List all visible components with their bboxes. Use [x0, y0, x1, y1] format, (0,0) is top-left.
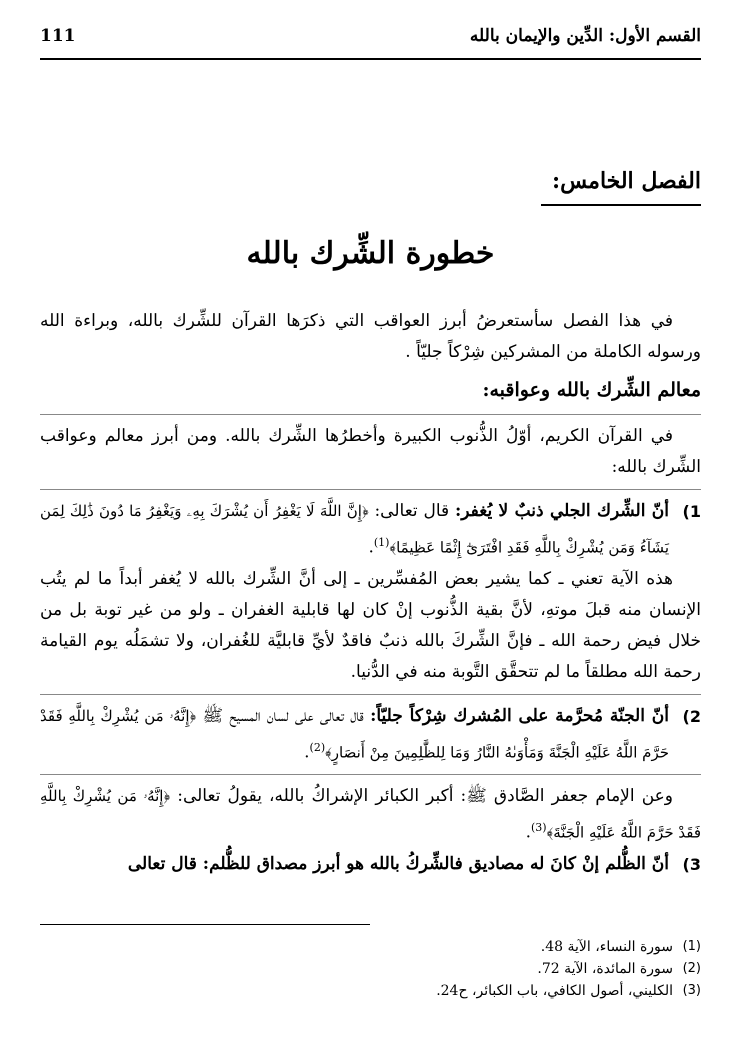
footnote-ref: (3) [531, 821, 547, 835]
quran-verse: ﴿إِنَّهُۥ مَن يُشْرِكْ بِاللَّهِ فَقَدْ حَرَّمَ اللَّهُ عَلَيْهِ الْجَنَّةَ وَمَأْوَىٰهُ النَّارُ وَمَا لِلظَّٰلِمِينَ مِنْ أَنصَارٍ﴾ [40, 706, 669, 762]
footnote-rule [40, 924, 370, 925]
commentary-paragraph: هذه الآية تعني ـ كما يشير بعض المُفسِّرين ـ إلى أنَّ الشِّرك بالله لا يُغفر أبداً ما لم يتُب الإنسان منه قبلَ موتهِ، لأنَّ بقية الذُّنوب إنْ كان لها قابلية الغفران ـ ولو من غير توبة بل من خلال فيض رحمة الله ـ فإنَّ الشِّركَ بالله ذنبٌ فاقدٌ لأيِّ قابليَّة للغُفران، ولا تشمَلُه يوم القيامة رحمة الله مطلقاً ما لم تتحقَّق التَّوبة منه في الدُّنيا. [40, 568, 701, 682]
header-rule [40, 58, 701, 60]
item-lead: أنّ الجنّة مُحرَّمة على المُشرك شِرْكاً جليّاً: [370, 705, 669, 726]
item-lead: أنّ الشِّرك الجلي ذنبٌ لا يُغفر: [455, 501, 670, 521]
item-number: 1) [682, 502, 701, 521]
list-item-3 [40, 849, 701, 880]
footnote-number: (3) [682, 983, 701, 998]
footnote-number: (1) [682, 939, 701, 954]
chapter-title: خطورة الشِّرك بالله [246, 236, 495, 271]
header-title: القسم الأول: الدِّين والإيمان بالله [469, 26, 701, 46]
section-separator [40, 414, 701, 415]
intro-paragraph: في هذا الفصل سأستعرضُ أبرز العواقب التي ذكرَها القرآن للشِّرك بالله، وبراءة الله ورسوله الكاملة من المشركين شِرْكاً جليّاً . [40, 311, 701, 362]
section-separator [40, 489, 701, 490]
hadith-paragraph: وعن الإمام جعفر الصَّادق ﷺ: أكبر الكبائر الإشراكُ بالله، يقولُ تعالى: ﴿إِنَّهُۥ مَن يُشْرِكْ بِاللَّهِ فَقَدْ حَرَّمَ اللَّهُ عَلَيْهِ الْجَنَّةَ﴾$^{(3)}$. [40, 786, 701, 843]
footnote-ref: (2) [309, 740, 326, 754]
list-item-2 [40, 701, 701, 769]
item-number: 3) [682, 854, 701, 874]
footnotes [40, 936, 701, 1002]
footnote [40, 980, 701, 1002]
footnote [40, 958, 701, 980]
quran-verse: ﴿إِنَّهُۥ مَن يُشْرِكْ بِاللَّهِ فَقَدْ حَرَّمَ اللَّهُ عَلَيْهِ الْجَنَّةَ﴾ [40, 787, 701, 842]
chapter-underline [541, 204, 701, 206]
footnote-text: سورة النساء، الآية 48. [540, 939, 673, 955]
item-text: قال تعالى: [368, 501, 455, 521]
list-item-1 [40, 496, 701, 564]
section-separator [40, 774, 701, 775]
section-separator [40, 694, 701, 695]
running-header [40, 22, 701, 52]
section-heading: معالم الشِّرك بالله وعواقبه: [482, 379, 701, 401]
item-text: قال تعالى على لسان المسيح ﷺ [196, 705, 371, 726]
footnote-text: الكليني، أصول الكافي، باب الكبائر، ح24. [436, 983, 673, 999]
page-number: 111 [40, 26, 76, 46]
body-text [40, 306, 701, 880]
item-body: أنّ الشِّرك الجلي ذنبٌ لا يُغفر: قال تعالى: ﴿إِنَّ اللَّهَ لَا يَغْفِرُ أَن يُشْرَكَ بِهِۦ وَيَغْفِرُ مَا دُونَ ذَٰلِكَ لِمَن يَشَآءُ وَمَن يُشْرِكْ بِاللَّهِ فَقَدِ افْتَرَىٰٓ إِثْمًا عَظِيمًا﴾$^{(1)}$. [40, 501, 670, 558]
footnote-ref: (1) [373, 536, 390, 549]
chapter-label: الفصل الخامس: [551, 168, 701, 194]
item-number: 2) [682, 706, 701, 726]
hadith-text: وعن الإمام جعفر الصَّادق ﷺ: أكبر الكبائر الإشراكُ بالله، يقولُ تعالى: [170, 786, 673, 807]
quran-verse: ﴿إِنَّ اللَّهَ لَا يَغْفِرُ أَن يُشْرَكَ بِهِۦ وَيَغْفِرُ مَا دُونَ ذَٰلِكَ لِمَن يَشَآءُ وَمَن يُشْرِكْ بِاللَّهِ فَقَدِ افْتَرَىٰٓ إِثْمًا عَظِيمًا﴾ [40, 502, 669, 557]
footnote-number: (2) [682, 961, 701, 976]
footnote-text: سورة المائدة، الآية 72. [537, 961, 673, 977]
footnote [40, 936, 701, 958]
item-body: أنّ الجنّة مُحرَّمة على المُشرك شِرْكاً جليّاً: قال تعالى على لسان المسيح ﷺ ﴿إِنَّهُۥ مَن يُشْرِكْ بِاللَّهِ فَقَدْ حَرَّمَ اللَّهُ عَلَيْهِ الْجَنَّةَ وَمَأْوَىٰهُ النَّارُ وَمَا لِلظَّٰلِمِينَ مِنْ أَنصَارٍ﴾$^{(2)}$. [40, 705, 669, 763]
section-intro-paragraph: في القرآن الكريم، أوّلُ الذُّنوب الكبيرة وأخطرُها الشِّرك بالله. ومن أبرز معالم وعواقب الشِّرك بالله: [40, 426, 701, 477]
item-lead: أنّ الظُّلم إنْ كانَ له مصاديق فالشِّركُ بالله هو أبرز مصداق للظُّلم: قال تعالى [127, 853, 669, 874]
